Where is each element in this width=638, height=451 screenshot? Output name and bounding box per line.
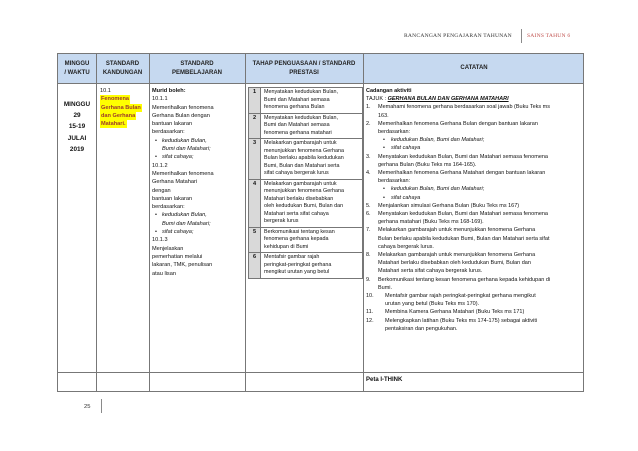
tahap-level: 4 <box>249 180 261 227</box>
column-divider <box>245 54 246 391</box>
activity-text-line: Berkomunikasi tentang kesan fenomena gerhana kepada kehidupan di <box>378 276 551 283</box>
activity-text-line: cahaya bergerak lurus. <box>378 243 434 250</box>
pembelajaran-line: Gerhana Bulan dengan <box>152 112 210 119</box>
header-catatan: CATATAN <box>460 65 488 72</box>
activity-number: 6. <box>366 211 371 218</box>
tahap-description-line: menunjukkan fenomena Gerhana <box>264 147 345 154</box>
pembelajaran-line: berdasarkan: <box>152 129 185 136</box>
activity-number: 1. <box>366 104 371 111</box>
activity-number: 7. <box>366 227 371 234</box>
pembelajaran-line: Bumi dan Matahari; <box>162 146 211 153</box>
catatan-cell <box>366 87 582 333</box>
pembelajaran-line: • kedudukan Bulan, <box>152 211 216 219</box>
header-standard-kandungan: STANDARD KANDUNGAN <box>102 60 143 76</box>
pembelajaran-line: lakaran, TMK, penulisan <box>152 262 213 269</box>
tahap-description <box>261 253 333 278</box>
activity-text-line: Memerihalkan fenomena Gerhana Matahari dengan bantuan lakaran <box>378 170 546 177</box>
tahap-description-line: Menyatakan kedudukan Bulan, <box>264 89 339 95</box>
tahap-row <box>249 88 362 114</box>
activity-text-line: Matahari serta sifat cahaya bergerak lurus. <box>378 268 483 275</box>
activity-text-line: urutan yang betul (Buku Teks ms 170). <box>385 301 480 308</box>
pembelajaran-line: 10.1.1 <box>152 96 168 103</box>
tahap-description-line: Matahari berlaku disebabkan <box>264 195 334 202</box>
activity-text-line: Bulan berlaku apabila kedudukan Bumi, Bulan dan Matahari serta sifat <box>378 235 550 242</box>
tahap-description-line: fenomena gerhana kepada <box>264 236 329 242</box>
header-standard-pembelajaran: STANDARD PEMBELAJARAN <box>171 60 222 76</box>
tahap-description-line: Matahari serta sifat cahaya <box>264 210 329 217</box>
pembelajaran-line: bantuan lakaran <box>152 121 193 128</box>
activity-number: 10. <box>366 293 374 300</box>
activity-item <box>366 120 582 153</box>
tahap-description-line: Menyatakan kedudukan Bulan, <box>264 114 339 121</box>
pembelajaran-line: • kedudukan Bulan, <box>152 137 216 145</box>
activity-bullet: • sifat cahaya <box>378 144 582 152</box>
tahap-level: 3 <box>249 139 261 179</box>
tahap-description-line: peringkat-peringkat gerhana <box>264 261 332 268</box>
activity-number: 8. <box>366 252 371 259</box>
catatan-tajuk: TAJUK : GERHANA BULAN DAN GERHANA MATAHARI <box>366 96 509 103</box>
catatan-heading: Cadangan aktiviti <box>366 88 412 94</box>
pembelajaran-heading: Murid boleh: <box>152 88 186 94</box>
column-divider <box>363 54 364 391</box>
activity-number: 4. <box>366 170 371 177</box>
activity-item <box>366 153 582 169</box>
tahap-row <box>249 139 362 180</box>
minggu-cell: MINGGU 29 15-19 JULAI 2019 <box>63 101 91 153</box>
tahap-description-line: fenomena gerhana matahari <box>264 129 332 136</box>
activity-item <box>366 276 582 292</box>
pembelajaran-line: bantuan lakaran <box>152 195 193 202</box>
tahap-description <box>261 88 340 113</box>
tahap-row <box>249 228 362 254</box>
activity-text-line: berdasarkan: <box>378 178 411 185</box>
activity-text-line: berdasarkan: <box>378 129 411 136</box>
activity-text-line: Menyatakan kedudukan Bulan, Bumi dan Matahari semasa fenomena <box>378 211 548 218</box>
pembelajaran-line: 10.1.2 <box>152 162 168 169</box>
activity-item <box>366 317 582 333</box>
activity-item <box>366 292 582 308</box>
activity-bullet: • sifat cahaya <box>378 194 582 202</box>
activity-text-line: Bumi. <box>378 284 393 291</box>
pembelajaran-line: • sifat cahaya; <box>152 153 216 161</box>
activity-item <box>366 202 582 210</box>
row-divider <box>58 372 583 373</box>
tahap-level: 6 <box>249 253 261 278</box>
tahap-level: 1 <box>249 88 261 113</box>
activity-bullet: • kedudukan Bulan, Bumi dan Matahari; <box>378 185 582 193</box>
standard-title-line: Fenomena <box>101 96 129 103</box>
tahap-description-line: kehidupan di Bumi <box>264 243 309 250</box>
tahap-description <box>261 114 340 139</box>
activity-text-line: Mentafsir gambar rajah peringkat-peringkat gerhana mengikut <box>385 293 536 300</box>
standard-code: 10.1 <box>100 88 111 94</box>
activity-text-line: gerhana Bulan (Buku Teks ms 164-165). <box>378 161 477 168</box>
pembelajaran-line: Memerihalkan fenomena <box>152 104 214 111</box>
activity-item <box>366 210 582 226</box>
pembelajaran-line: 10.1.3 <box>152 237 168 244</box>
standard-pembelajaran-cell <box>152 87 216 278</box>
activity-item <box>366 308 582 316</box>
activity-number: 11. <box>366 309 374 316</box>
activity-text-line: Menjalankan simulasi Gerhana Bulan (Buku Teks ms 167) <box>378 202 520 209</box>
activity-text-line: Menyatakan kedudukan Bulan, Bumi dan Matahari semasa fenomena <box>378 153 548 160</box>
pembelajaran-line: Menjelaskan <box>152 245 184 252</box>
tahap-description-line: Bumi dan Matahari semasa <box>264 96 330 103</box>
footer-separator <box>101 399 102 413</box>
tahap-row <box>249 253 362 278</box>
pembelajaran-lines <box>152 95 216 278</box>
tahap-description-line: fenomena gerhana Bulan <box>264 104 325 110</box>
document-title: RANCANGAN PENGAJARAN TAHUNAN <box>404 33 512 39</box>
tahap-description <box>261 139 346 179</box>
activity-text-line: pentaksiran dan pengukuhan. <box>385 325 458 332</box>
peta-ithink: Peta I-THINK <box>366 377 403 383</box>
table-header-row <box>58 54 583 84</box>
pembelajaran-line: berdasarkan: <box>152 204 185 211</box>
standard-kandungan-cell <box>96 86 148 128</box>
page-number: 25 <box>84 404 91 410</box>
activity-text-line: Membina Kamera Gerhana Matahari (Buku Teks ms 171) <box>385 309 525 316</box>
activity-number: 2. <box>366 120 371 127</box>
activity-text-line: Melengkapkan latihan (Buku Teks ms 174-175) sebagai aktiviti <box>385 317 538 324</box>
tahap-description-line: Melakarkan gambarajah untuk <box>264 140 337 146</box>
pembelajaran-line: pemerhatian melalui <box>152 253 203 260</box>
tahap-description-line: Bumi dan Matahari semasa <box>264 122 330 128</box>
activity-text-line: Memahami fenomena gerhana berdasarkan soal jawab (Buku Teks ms <box>378 104 551 111</box>
activity-item <box>366 226 582 251</box>
tahap-description-line: oleh kedudukan Bumi, Bulan dan <box>264 203 344 209</box>
header-separator <box>521 29 522 43</box>
header-minggu: MINGGU / WAKTU <box>64 60 90 76</box>
tahap-description-line: menunjukkan fenomena Gerhana <box>264 188 345 194</box>
lesson-plan-table <box>57 53 584 392</box>
tahap-row <box>249 114 362 140</box>
activity-text-line: Melakarkan gambarajah untuk menunjukkan fenomena Gerhana <box>378 252 536 259</box>
activity-text-line: 163. <box>378 112 389 119</box>
activity-number: 5. <box>366 202 371 209</box>
tahap-description <box>261 228 337 253</box>
activity-item <box>366 103 582 119</box>
column-divider <box>149 54 150 391</box>
pembelajaran-line: • sifat cahaya; <box>152 228 216 236</box>
standard-title-line: dan Gerhana <box>101 112 136 119</box>
activity-text-line: Melakarkan gambarajah untuk menunjukkan fenomena Gerhana <box>378 227 536 234</box>
pembelajaran-line: Bumi dan Matahari; <box>162 220 211 227</box>
pembelajaran-line: atau lisan <box>152 270 176 277</box>
activity-number: 12. <box>366 317 374 324</box>
page-header <box>0 0 638 50</box>
tahap-description-line: mengikut urutan yang betul <box>264 269 330 275</box>
tahap-description-line: Bulan berlaku apabila kedudukan <box>264 155 344 161</box>
tahap-level: 2 <box>249 114 261 139</box>
header-tahap-penguasaan: TAHAP PENGUASAAN / STANDARD PRESTASI <box>252 60 356 76</box>
tahap-description-line: Bumi, Bulan dan Matahari serta <box>264 162 340 169</box>
tahap-description-line: bergerak lurus <box>264 218 299 224</box>
activity-bullet: • kedudukan Bulan, Bumi dan Matahari; <box>378 136 582 144</box>
pembelajaran-line: Gerhana Matahari dengan <box>152 179 198 194</box>
tahap-description <box>261 180 346 227</box>
tahap-description-line: Berkomunikasi tentang kesan <box>264 228 335 235</box>
activity-text-line: Memerihalkan fenomena Gerhana Bulan dengan bantuan lakaran <box>378 120 538 127</box>
tahap-description-line: Melakarkan gambarajah untuk <box>264 180 337 187</box>
tahap-description-line: Mentafsir gambar rajah <box>264 254 320 260</box>
activity-item <box>366 169 582 202</box>
activity-number: 9. <box>366 276 371 283</box>
subject-title: SAINS TAHUN 6 <box>527 33 571 39</box>
activity-number: 3. <box>366 153 371 160</box>
pembelajaran-line: Memerihalkan fenomena <box>152 170 214 177</box>
tahap-row <box>249 180 362 228</box>
activity-item <box>366 251 582 276</box>
activity-text-line: Matahari berlaku disebabkan oleh kedudukan Bumi, Bulan dan <box>378 260 531 267</box>
activity-text-line: gerhana matahari (Buku Teks ms 168-169). <box>378 219 484 226</box>
standard-title-line: Matahari. <box>101 121 126 128</box>
tahap-description-line: sifat cahaya bergerak lurus <box>264 170 329 176</box>
tahap-level: 5 <box>249 228 261 253</box>
catatan-activity-list <box>366 103 582 333</box>
standard-title-line: Gerhana Bulan <box>101 104 141 111</box>
tahap-penguasaan-table <box>248 87 363 279</box>
